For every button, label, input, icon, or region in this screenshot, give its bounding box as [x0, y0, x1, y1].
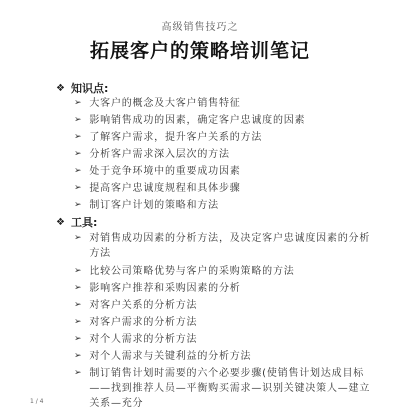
list-item	[74, 96, 374, 111]
list-item	[74, 181, 374, 196]
list-item	[74, 198, 374, 213]
list-item-text: 影响客户推荐和采购因素的分析	[89, 283, 241, 294]
list-item	[74, 231, 374, 261]
list-item	[74, 298, 374, 313]
list-item	[74, 147, 374, 162]
section-label: 知识点:	[70, 82, 109, 95]
list-item	[74, 164, 374, 179]
arrow-bullet-icon: ➢	[74, 115, 83, 125]
arrow-bullet-icon: ➢	[74, 149, 83, 159]
arrow-bullet-icon: ➢	[74, 283, 83, 293]
list-item-text: 对销售成功因素的分析方法，及决定客户忠诚度因素的分析方法	[89, 233, 371, 259]
list-item	[74, 315, 374, 330]
list-item-text: 制订销售计划时需要的六个必要步骤(使销售计划达成目标——找到推荐人员—平衡购买需求—识别关键决策人—建立关系—充分	[89, 368, 371, 409]
arrow-bullet-icon: ➢	[74, 266, 83, 276]
list-item	[74, 113, 374, 128]
arrow-bullet-icon: ➢	[74, 317, 83, 327]
arrow-bullet-icon: ➢	[74, 233, 83, 243]
section-bullet-icon: ❖	[56, 82, 65, 94]
arrow-bullet-icon: ➢	[74, 98, 83, 108]
list-item	[74, 264, 374, 279]
arrow-bullet-icon: ➢	[74, 166, 83, 176]
list-item	[74, 281, 374, 296]
list-item-text: 对个人需求的分析方法	[89, 334, 198, 345]
page-number: 1 / 4	[30, 398, 44, 405]
section-bullet-icon: ❖	[56, 216, 65, 228]
list-item	[74, 349, 374, 364]
list-item-text: 分析客户需求深入层次的方法	[89, 149, 230, 160]
arrow-bullet-icon: ➢	[74, 300, 83, 310]
document-title: 拓展客户的策略培训笔记	[89, 40, 310, 62]
arrow-bullet-icon: ➢	[74, 200, 83, 210]
list-item-text: 了解客户需求，提升客户关系的方法	[89, 132, 263, 143]
section-tools-heading	[56, 214, 97, 230]
list-item	[74, 332, 374, 347]
document-subtitle: 高级销售技巧之	[161, 22, 239, 33]
list-item-text: 对客户关系的分析方法	[89, 300, 198, 311]
list-item	[74, 130, 374, 145]
list-item-text: 大客户的概念及大客户销售特征	[89, 98, 241, 109]
list-item-text: 对个人需求与关键利益的分析方法	[89, 351, 252, 362]
list-item-text: 提高客户忠诚度规程和具体步骤	[89, 183, 241, 194]
list-item-text: 制订客户计划的策略和方法	[89, 200, 219, 211]
arrow-bullet-icon: ➢	[74, 368, 83, 378]
list-item-text: 影响销售成功的因素，确定客户忠诚度的因素	[89, 115, 306, 126]
arrow-bullet-icon: ➢	[74, 132, 83, 142]
list-item	[74, 366, 374, 411]
arrow-bullet-icon: ➢	[74, 334, 83, 344]
arrow-bullet-icon: ➢	[74, 183, 83, 193]
list-item-text: 比较公司策略优势与客户的采购策略的方法	[89, 266, 295, 277]
section-knowledge-heading	[56, 80, 108, 96]
list-item-text: 对客户需求的分析方法	[89, 317, 198, 328]
arrow-bullet-icon: ➢	[74, 351, 83, 361]
section-label: 工具:	[70, 216, 98, 229]
list-item-text: 处于竞争环境中的重要成功因素	[89, 166, 241, 177]
